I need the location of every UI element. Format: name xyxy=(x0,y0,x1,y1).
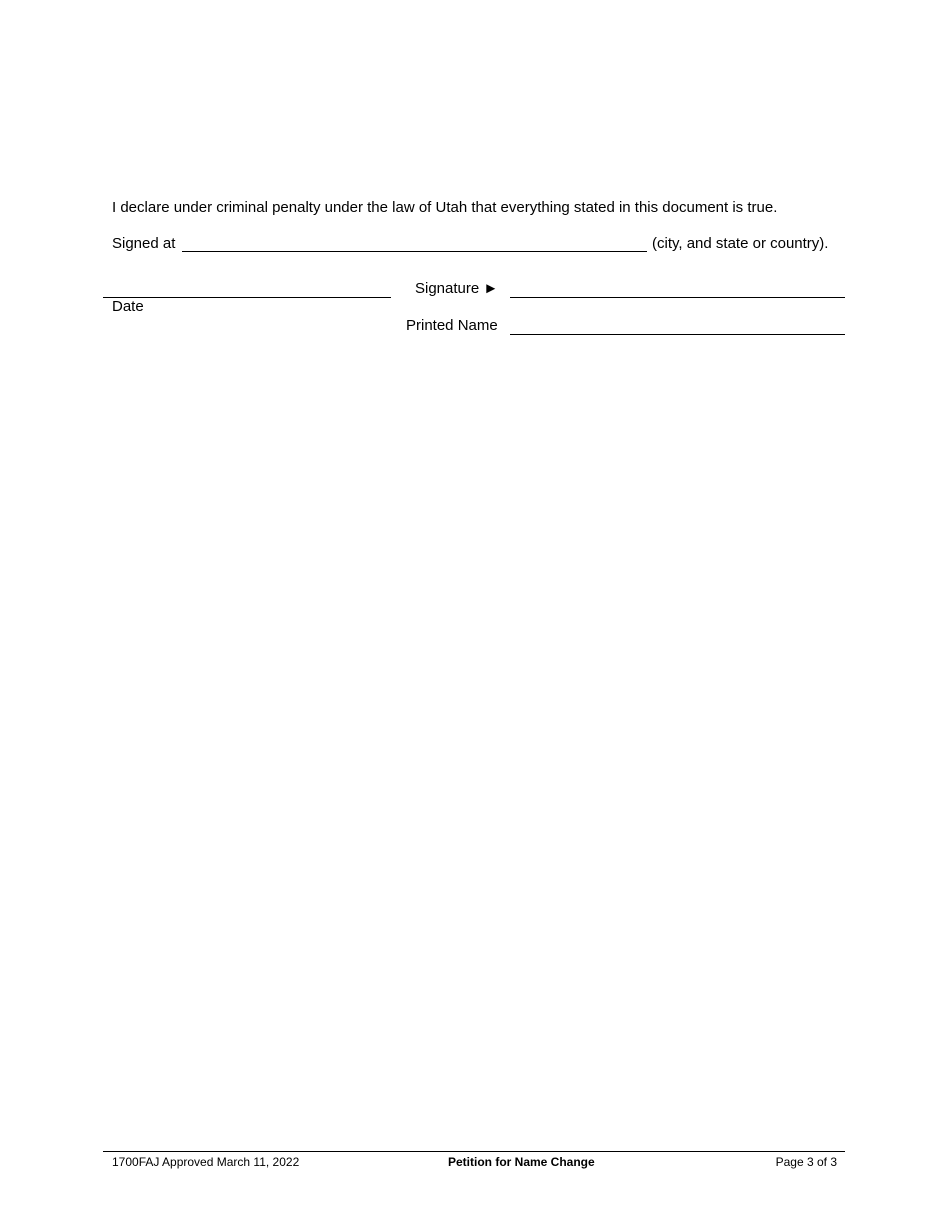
footer-document-title: Petition for Name Change xyxy=(448,1155,595,1169)
footer-page-number: Page 3 of 3 xyxy=(775,1155,837,1169)
signed-at-field[interactable] xyxy=(182,251,647,252)
printed-name-label: Printed Name xyxy=(406,317,498,334)
printed-name-field[interactable] xyxy=(510,334,845,335)
footer-divider xyxy=(103,1151,845,1152)
signature-field[interactable] xyxy=(510,297,845,298)
date-label: Date xyxy=(112,298,144,315)
declaration-statement: I declare under criminal penalty under the law of Utah that everything stated in this document is true. xyxy=(112,199,778,216)
footer-form-id: 1700FAJ Approved March 11, 2022 xyxy=(112,1155,300,1169)
signature-label: Signature ► xyxy=(415,280,499,297)
signed-at-label: Signed at xyxy=(112,235,176,252)
signed-at-location-hint: (city, and state or country). xyxy=(652,235,829,252)
date-field[interactable] xyxy=(103,297,391,298)
